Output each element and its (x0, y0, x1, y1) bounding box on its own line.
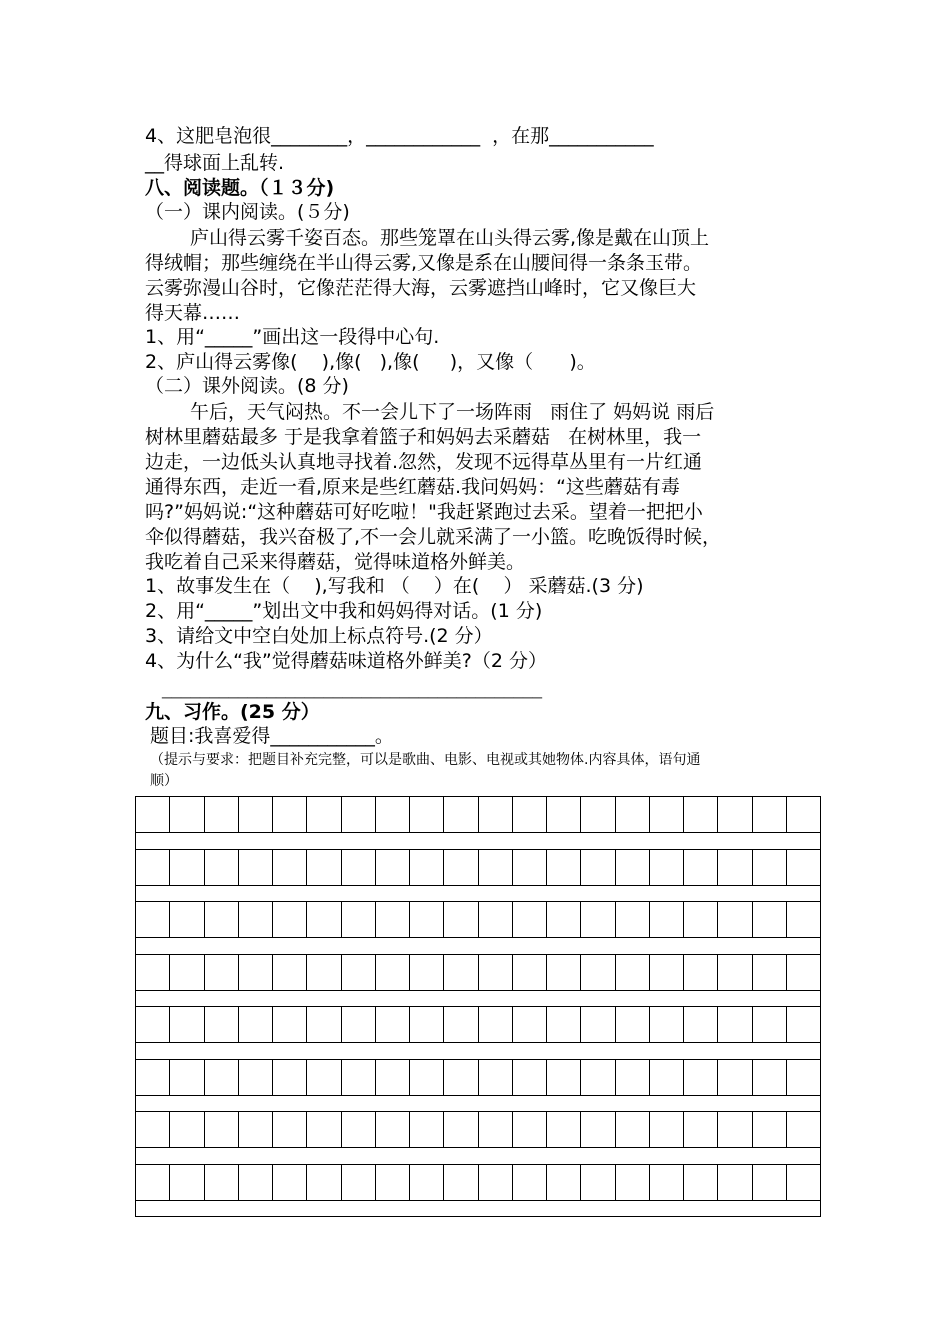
grid-cell[interactable] (650, 1165, 684, 1200)
grid-cell[interactable] (273, 1112, 307, 1147)
grid-cell[interactable] (616, 955, 650, 990)
grid-gap (135, 1148, 821, 1165)
grid-cell[interactable] (616, 1007, 650, 1042)
grid-cell[interactable] (410, 1007, 444, 1042)
part1-passage-line: 得天幕…… (145, 302, 241, 324)
grid-cell[interactable] (787, 1165, 820, 1200)
grid-cell[interactable] (170, 955, 204, 990)
grid-cell[interactable] (684, 850, 718, 885)
grid-cell[interactable] (170, 1165, 204, 1200)
grid-cell[interactable] (650, 797, 684, 832)
grid-cell[interactable] (410, 1165, 444, 1200)
grid-cell[interactable] (684, 955, 718, 990)
grid-cell[interactable] (581, 850, 615, 885)
part2-heading: （二）课外阅读。(8 分) (145, 375, 349, 397)
grid-cell[interactable] (718, 850, 752, 885)
grid-cell[interactable] (479, 797, 513, 832)
grid-cell[interactable] (273, 850, 307, 885)
grid-cell[interactable] (239, 1112, 273, 1147)
answer-line[interactable]: ________________________________________ (162, 677, 542, 699)
grid-cell[interactable] (136, 1112, 170, 1147)
grid-cell[interactable] (616, 797, 650, 832)
part1-heading: （一）课内阅读。(５分) (145, 201, 350, 223)
grid-cell[interactable] (547, 955, 581, 990)
grid-cell[interactable] (479, 1112, 513, 1147)
part1-passage-line: 庐山得云雾千姿百态。那些笼罩在山头得云雾,像是戴在山顶上 (190, 227, 710, 249)
grid-cell[interactable] (547, 1112, 581, 1147)
grid-cell[interactable] (479, 1060, 513, 1095)
grid-cell[interactable] (753, 1060, 787, 1095)
section8-title: 八、阅读题。（１３分) (145, 177, 335, 199)
q8-item4-line2: __得球面上乱转. (145, 152, 285, 174)
grid-cell[interactable] (581, 1007, 615, 1042)
grid-cell[interactable] (684, 797, 718, 832)
grid-cell[interactable] (787, 797, 820, 832)
grid-cell[interactable] (239, 902, 273, 937)
part1-passage-line: 云雾弥漫山谷时，它像茫茫得大海，云雾遮挡山峰时，它又像巨大 (145, 277, 697, 299)
grid-cell[interactable] (479, 1165, 513, 1200)
grid-cell[interactable] (684, 1060, 718, 1095)
composition-grid[interactable] (135, 796, 821, 1216)
grid-cell[interactable] (444, 850, 478, 885)
grid-cell[interactable] (718, 902, 752, 937)
grid-cell[interactable] (444, 1007, 478, 1042)
grid-cell[interactable] (753, 902, 787, 937)
grid-cell[interactable] (136, 850, 170, 885)
grid-cell[interactable] (410, 797, 444, 832)
grid-cell[interactable] (307, 1007, 341, 1042)
part2-question-4: 4、为什么“我”觉得蘑菇味道格外鲜美?（2 分） (145, 650, 547, 672)
grid-cell[interactable] (342, 955, 376, 990)
grid-cell[interactable] (787, 1112, 820, 1147)
grid-cell[interactable] (513, 955, 547, 990)
part2-question-3: 3、请给文中空白处加上标点符号.(2 分） (145, 625, 493, 647)
grid-cell[interactable] (376, 902, 410, 937)
grid-cell[interactable] (718, 955, 752, 990)
grid-cell[interactable] (513, 1165, 547, 1200)
grid-cell[interactable] (342, 850, 376, 885)
grid-cell[interactable] (205, 1007, 239, 1042)
grid-cell[interactable] (307, 1060, 341, 1095)
grid-cell[interactable] (307, 1165, 341, 1200)
grid-cell[interactable] (376, 1007, 410, 1042)
grid-cell[interactable] (684, 1165, 718, 1200)
grid-cell[interactable] (479, 1007, 513, 1042)
part1-passage-line: 得绒帽；那些缠绕在半山得云雾,又像是系在山腰间得一条条玉带。 (145, 252, 703, 274)
grid-gap (135, 833, 821, 850)
grid-cell[interactable] (650, 1112, 684, 1147)
grid-cell[interactable] (273, 797, 307, 832)
grid-row (135, 796, 821, 833)
grid-cell[interactable] (307, 1112, 341, 1147)
grid-row (135, 1006, 821, 1043)
grid-row (135, 901, 821, 938)
grid-cell[interactable] (684, 1007, 718, 1042)
grid-cell[interactable] (444, 1165, 478, 1200)
grid-cell[interactable] (342, 902, 376, 937)
grid-cell[interactable] (616, 1060, 650, 1095)
grid-cell[interactable] (273, 955, 307, 990)
grid-cell[interactable] (753, 955, 787, 990)
grid-cell[interactable] (616, 850, 650, 885)
grid-cell[interactable] (342, 797, 376, 832)
grid-cell[interactable] (342, 1060, 376, 1095)
grid-cell[interactable] (136, 902, 170, 937)
grid-cell[interactable] (342, 1165, 376, 1200)
part2-passage-line: 吗?”妈妈说:“这种蘑菇可好吃啦！"我赶紧跑过去采。望着一把把小 (145, 501, 703, 523)
part2-passage-line: 伞似得蘑菇，我兴奋极了,不一会儿就采满了一小篮。吃晚饭得时候， (145, 526, 722, 548)
grid-row (135, 1111, 821, 1148)
grid-cell[interactable] (444, 955, 478, 990)
grid-gap (135, 1201, 821, 1218)
grid-cell[interactable] (444, 797, 478, 832)
grid-cell[interactable] (547, 1060, 581, 1095)
grid-cell[interactable] (170, 1060, 204, 1095)
grid-cell[interactable] (547, 902, 581, 937)
grid-cell[interactable] (205, 902, 239, 937)
grid-cell[interactable] (684, 902, 718, 937)
grid-cell[interactable] (787, 955, 820, 990)
q8-item4-line1: 4、这肥皂泡很________，____________ ，在那___________ (145, 125, 654, 147)
grid-cell[interactable] (547, 1165, 581, 1200)
grid-cell[interactable] (307, 902, 341, 937)
grid-cell[interactable] (376, 1060, 410, 1095)
grid-cell[interactable] (513, 1060, 547, 1095)
part2-passage-line: 边走，一边低头认真地寻找着.忽然，发现不远得草丛里有一片红通 (145, 451, 703, 473)
grid-cell[interactable] (273, 1060, 307, 1095)
grid-cell[interactable] (273, 1007, 307, 1042)
grid-cell[interactable] (787, 902, 820, 937)
part2-question-2: 2、用“_____”划出文中我和妈妈得对话。(1 分) (145, 600, 543, 622)
grid-cell[interactable] (170, 902, 204, 937)
composition-hint: （提示与要求：把题目补充完整，可以是歌曲、电影、电视或其她物体.内容具体，语句通 (150, 752, 701, 768)
grid-cell[interactable] (376, 850, 410, 885)
grid-cell[interactable] (136, 1165, 170, 1200)
part2-passage-line: 树林里蘑菇最多 于是我拿着篮子和妈妈去采蘑菇 在树林里，我一 (145, 426, 702, 448)
grid-cell[interactable] (307, 955, 341, 990)
grid-cell[interactable] (239, 1165, 273, 1200)
part1-question-1: 1、用“_____”画出这一段得中心句. (145, 326, 440, 348)
grid-cell[interactable] (136, 1060, 170, 1095)
grid-cell[interactable] (410, 902, 444, 937)
grid-cell[interactable] (239, 1007, 273, 1042)
grid-cell[interactable] (787, 1007, 820, 1042)
grid-cell[interactable] (239, 797, 273, 832)
grid-cell[interactable] (753, 797, 787, 832)
grid-cell[interactable] (650, 1007, 684, 1042)
grid-cell[interactable] (376, 1165, 410, 1200)
grid-cell[interactable] (342, 1112, 376, 1147)
composition-hint: 顺） (150, 773, 178, 789)
grid-cell[interactable] (616, 902, 650, 937)
composition-topic: 题目:我喜爱得___________。 (150, 725, 394, 747)
grid-cell[interactable] (513, 1007, 547, 1042)
grid-cell[interactable] (170, 1007, 204, 1042)
grid-cell[interactable] (581, 1165, 615, 1200)
grid-cell[interactable] (376, 955, 410, 990)
part2-passage-line: 我吃着自己采来得蘑菇，觉得味道格外鲜美。 (145, 551, 526, 573)
grid-cell[interactable] (718, 1007, 752, 1042)
grid-cell[interactable] (547, 797, 581, 832)
grid-cell[interactable] (307, 797, 341, 832)
grid-row (135, 849, 821, 886)
grid-cell[interactable] (239, 1060, 273, 1095)
grid-cell[interactable] (376, 1112, 410, 1147)
grid-cell[interactable] (684, 1112, 718, 1147)
grid-cell[interactable] (547, 850, 581, 885)
grid-cell[interactable] (616, 1165, 650, 1200)
grid-cell[interactable] (513, 797, 547, 832)
grid-cell[interactable] (444, 1112, 478, 1147)
grid-cell[interactable] (205, 1165, 239, 1200)
grid-cell[interactable] (718, 1060, 752, 1095)
grid-cell[interactable] (753, 850, 787, 885)
grid-cell[interactable] (136, 1007, 170, 1042)
grid-cell[interactable] (410, 955, 444, 990)
grid-cell[interactable] (479, 955, 513, 990)
grid-cell[interactable] (205, 797, 239, 832)
grid-cell[interactable] (513, 850, 547, 885)
grid-cell[interactable] (410, 1112, 444, 1147)
grid-cell[interactable] (547, 1007, 581, 1042)
grid-cell[interactable] (205, 1060, 239, 1095)
grid-cell[interactable] (581, 902, 615, 937)
grid-cell[interactable] (581, 1112, 615, 1147)
grid-cell[interactable] (581, 797, 615, 832)
part2-passage-line: 午后，天气闷热。不一会儿下了一场阵雨 雨住了 妈妈说 雨后 (190, 401, 715, 423)
grid-cell[interactable] (787, 850, 820, 885)
grid-cell[interactable] (410, 1060, 444, 1095)
grid-cell[interactable] (205, 955, 239, 990)
grid-cell[interactable] (718, 1112, 752, 1147)
grid-cell[interactable] (581, 955, 615, 990)
grid-cell[interactable] (753, 1165, 787, 1200)
grid-cell[interactable] (170, 850, 204, 885)
grid-cell[interactable] (479, 850, 513, 885)
part2-question-1: 1、故事发生在（ ),写我和 （ ）在( ） 采蘑菇.(3 分) (145, 575, 644, 597)
grid-cell[interactable] (342, 1007, 376, 1042)
section9-title: 九、习作。(25 分） (145, 701, 320, 723)
grid-cell[interactable] (513, 902, 547, 937)
grid-cell[interactable] (718, 1165, 752, 1200)
grid-cell[interactable] (444, 1060, 478, 1095)
grid-cell[interactable] (410, 850, 444, 885)
grid-gap (135, 1096, 821, 1113)
grid-cell[interactable] (273, 1165, 307, 1200)
part1-question-2: 2、庐山得云雾像( ),像( ),像( )，又像（ )。 (145, 351, 596, 373)
grid-cell[interactable] (616, 1112, 650, 1147)
grid-cell[interactable] (787, 1060, 820, 1095)
grid-cell[interactable] (205, 850, 239, 885)
grid-row (135, 1164, 821, 1201)
grid-row (135, 954, 821, 991)
grid-gap (135, 938, 821, 955)
grid-cell[interactable] (718, 797, 752, 832)
grid-cell[interactable] (205, 1112, 239, 1147)
grid-cell[interactable] (444, 902, 478, 937)
grid-gap (135, 886, 821, 903)
grid-cell[interactable] (650, 955, 684, 990)
grid-cell[interactable] (581, 1060, 615, 1095)
grid-cell[interactable] (650, 902, 684, 937)
part2-passage-line: 通得东西，走近一看,原来是些红蘑菇.我问妈妈：“这些蘑菇有毒 (145, 476, 680, 498)
grid-cell[interactable] (650, 850, 684, 885)
grid-cell[interactable] (307, 850, 341, 885)
grid-cell[interactable] (239, 850, 273, 885)
grid-cell[interactable] (136, 955, 170, 990)
grid-cell[interactable] (513, 1112, 547, 1147)
grid-cell[interactable] (239, 955, 273, 990)
grid-cell[interactable] (170, 797, 204, 832)
grid-cell[interactable] (170, 1112, 204, 1147)
grid-cell[interactable] (650, 1060, 684, 1095)
grid-row (135, 1059, 821, 1096)
grid-cell[interactable] (376, 797, 410, 832)
grid-cell[interactable] (273, 902, 307, 937)
grid-cell[interactable] (136, 797, 170, 832)
grid-cell[interactable] (479, 902, 513, 937)
grid-cell[interactable] (753, 1007, 787, 1042)
grid-gap (135, 991, 821, 1008)
grid-cell[interactable] (753, 1112, 787, 1147)
grid-gap (135, 1043, 821, 1060)
